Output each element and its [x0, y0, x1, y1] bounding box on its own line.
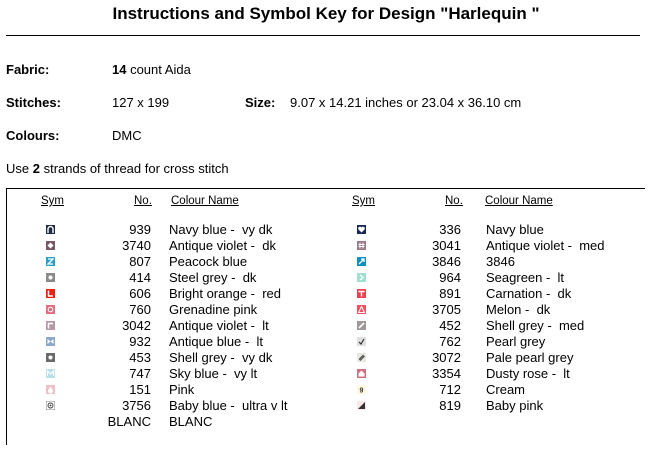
colour-name: Steel grey - dk — [169, 270, 257, 285]
thread-number: 3756 — [122, 398, 151, 413]
colour-name: Pink — [169, 382, 195, 397]
fabric-count: 14 — [112, 62, 127, 77]
left-key-row — [7, 414, 645, 430]
colour-name: Dusty rose - lt — [486, 366, 570, 381]
header-no-right: No. — [445, 195, 463, 207]
header-no-left: No. — [134, 195, 152, 207]
thread-number: 819 — [439, 398, 461, 413]
strands-count: 2 — [32, 161, 40, 176]
thread-number: 414 — [129, 270, 151, 285]
colour-name: Melon - dk — [486, 302, 551, 317]
colour-name: Antique violet - med — [486, 238, 605, 253]
right-key-row — [7, 318, 645, 334]
colour-name: BLANC — [169, 414, 213, 429]
colour-name: Navy blue — [486, 222, 544, 237]
thread-number: 712 — [439, 382, 461, 397]
heart-icon — [357, 225, 366, 234]
house-icon — [357, 369, 366, 378]
thread-number: 932 — [129, 334, 151, 349]
thread-number: 3042 — [122, 318, 151, 333]
header-name-left: Colour Name — [171, 195, 239, 207]
thread-number: 762 — [439, 334, 461, 349]
thread-number: 3705 — [432, 302, 461, 317]
thread-number: BLANC — [107, 414, 151, 429]
right-key-row — [7, 286, 645, 302]
thread-number: 452 — [439, 318, 461, 333]
title-divider — [6, 35, 640, 36]
colour-name: Antique violet - lt — [169, 318, 269, 333]
right-key-row — [7, 302, 645, 318]
chevron-icon — [357, 273, 366, 282]
colours-label: Colours: — [6, 128, 60, 143]
thread-number: 964 — [439, 270, 461, 285]
colour-name: Baby blue - ultra v lt — [169, 398, 288, 413]
fabric-type: count Aida — [126, 62, 191, 77]
triangle-icon — [357, 305, 366, 314]
nine-icon — [357, 385, 366, 394]
t-icon — [357, 289, 366, 298]
thread-number: 807 — [129, 254, 151, 269]
symbol-key-table — [6, 188, 645, 445]
colour-name: Bright orange - red — [169, 286, 282, 301]
colour-name: Shell grey - med — [486, 318, 585, 333]
strands-instruction — [6, 161, 229, 176]
thread-number: 3846 — [432, 254, 461, 269]
colour-name: Navy blue - vy dk — [169, 222, 273, 237]
strands-suffix: strands of thread for cross stitch — [39, 161, 229, 176]
colour-name: Cream — [486, 382, 526, 397]
fabric-label: Fabric: — [6, 62, 50, 77]
colours-value: DMC — [112, 128, 142, 143]
thread-number: 151 — [129, 382, 151, 397]
colour-name: Pearl grey — [486, 334, 546, 349]
slash-icon — [357, 321, 366, 330]
half-icon — [357, 401, 366, 410]
stitches-value: 127 x 199 — [112, 95, 170, 110]
strands-prefix: Use — [6, 161, 33, 176]
thread-number: 3740 — [122, 238, 151, 253]
right-key-row — [7, 398, 645, 414]
arrow-icon — [357, 257, 366, 266]
right-key-row — [7, 222, 645, 238]
right-key-row — [7, 254, 645, 270]
colour-name: Pale pearl grey — [486, 350, 574, 365]
colour-name: Sky blue - vy lt — [169, 366, 258, 381]
thread-number: 3072 — [432, 350, 461, 365]
lines-icon — [357, 353, 366, 362]
header-sym-left: Sym — [41, 195, 64, 207]
colour-name: Seagreen - lt — [486, 270, 565, 285]
fabric-value — [112, 62, 191, 77]
page-title: Instructions and Symbol Key for Design "Harlequin " — [112, 4, 540, 23]
size-value: 9.07 x 14.21 inches or 23.04 x 36.10 cm — [290, 95, 522, 110]
colour-name: Baby pink — [486, 398, 544, 413]
hash-icon — [357, 241, 366, 250]
colour-name: 3846 — [486, 254, 515, 269]
stitches-label: Stitches: — [6, 95, 61, 110]
colour-name: Antique blue - lt — [169, 334, 263, 349]
thread-number: 747 — [129, 366, 151, 381]
thread-number: 891 — [439, 286, 461, 301]
colour-name: Carnation - dk — [486, 286, 572, 301]
svg-text:9: 9 — [359, 387, 364, 394]
colour-name: Peacock blue — [169, 254, 248, 269]
right-key-row — [7, 238, 645, 254]
right-key-row — [7, 366, 645, 382]
thread-number: 453 — [129, 350, 151, 365]
right-key-row — [7, 382, 645, 398]
size-label: Size: — [245, 95, 276, 110]
colour-name: Grenadine pink — [169, 302, 258, 317]
colour-name: Shell grey - vy dk — [169, 350, 273, 365]
thread-number: 606 — [129, 286, 151, 301]
colour-name: Antique violet - dk — [169, 238, 276, 253]
check-icon — [357, 337, 366, 346]
thread-number: 336 — [439, 222, 461, 237]
right-key-row — [7, 334, 645, 350]
thread-number: 3354 — [432, 366, 461, 381]
thread-number: 760 — [129, 302, 151, 317]
thread-number: 3041 — [432, 238, 461, 253]
header-name-right: Colour Name — [485, 195, 553, 207]
right-key-row — [7, 270, 645, 286]
right-key-row — [7, 350, 645, 366]
header-sym-right: Sym — [352, 195, 375, 207]
thread-number: 939 — [129, 222, 151, 237]
